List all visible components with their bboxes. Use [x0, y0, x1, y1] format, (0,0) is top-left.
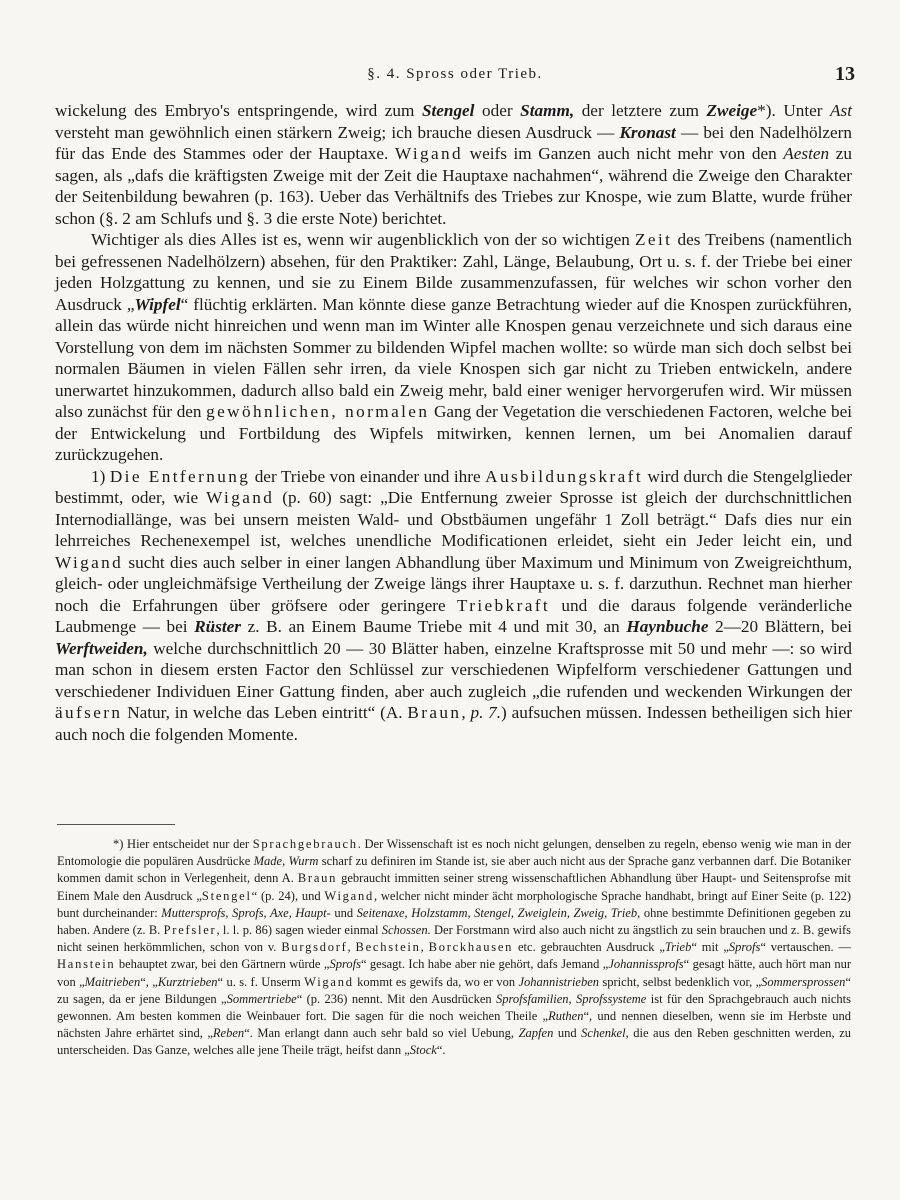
footnote-run: “ zu sagen, da er jene Bildungen „ [57, 974, 851, 1006]
footnote-run: Braun [297, 871, 338, 886]
text-run: ) aufsuchen müssen. Indessen betheiligen sich hier auch noch die folgenden Momente. [55, 703, 852, 744]
footnote-run: *) Hier entscheidet nur der [113, 837, 253, 851]
footnote-run: “, und nennen dieselben, wenn sie im Herbste und nächsten Jahre erhärtet sind, „ [57, 1009, 851, 1041]
footnote-run: scharf zu definiren im Stande ist, sie aber auch nicht aus der Sprache ganz verbannen darf. Die Botaniker kommen damit schon in Verlegenheit, denn A. [57, 854, 851, 886]
footnote-run: Seitenaxe, Holzstamm, Stengel, Zweiglein, Zweig, Trieb, [356, 905, 641, 920]
header-title: §. 4. Spross oder Trieb. [367, 66, 543, 82]
footnote-run: Kurztrieben [157, 974, 218, 989]
paragraph [55, 100, 852, 229]
text-run: wickelung des Embryo's entspringende, wird zum [55, 101, 422, 120]
footnote-run: Sprofs [728, 940, 761, 955]
text-run: Triebkraft [456, 595, 551, 615]
text-run: Natur, in welche das Leben eintritt“ (A. [122, 703, 408, 722]
footnote-run: Johannissprofs [608, 957, 684, 972]
text-run: p. 7. [470, 703, 502, 722]
text-run: sucht dies auch selber in einer langen Abhandlung über Maximum und Minimum von Zweigreichthum, gleich- oder ungleichmäfsige Vertheilung der Zweige längs ihrer Hauptaxe u. s. f. darzuthun. Rechnet man hierher noch die Erfahrungen über gröfsere oder geringere [55, 552, 852, 615]
footnote-run: , l. l. p. 86) sagen wieder einmal [216, 923, 382, 938]
text-run: — bei den Nadelhölzern für das Ende des Stammes oder der Hauptaxe. [55, 122, 853, 163]
main-text [55, 100, 852, 745]
footnote-run: etc. gebrauchten Ausdruck „ [513, 940, 665, 955]
footnote-run: kommt es gewifs da, wo er von [353, 974, 519, 989]
footnote-run: “, „ [140, 974, 158, 989]
text-run: Stamm, [520, 101, 575, 120]
footnote-run: behauptet zwar, bei den Gärtnern würde „ [115, 957, 330, 972]
footnote-run: , die aus den Reben geschnitten werden, zu unterscheiden. Das Ganze, welches alle jene Theile trägt, heifst dann „ [57, 1026, 851, 1058]
text-run: Ast [830, 101, 853, 120]
footnote-run: , welcher nicht minder ächt morphologische Sprache handhabt, bringt auf Einer Seite (p. 122) bunt durcheinander: [57, 888, 851, 920]
text-run: der letztere zum [574, 101, 707, 120]
text-run: , [461, 703, 471, 722]
text-run: Zweige [706, 101, 758, 120]
text-run: wird durch die Stengelglieder bestimmt, oder, wie [55, 466, 852, 507]
text-run: “ flüchtig erklärten. Man könnte diese ganze Betrachtung wieder auf die Knospen zurückführen, allein das würde nicht hinreichen und wenn man im Winter alle Knospen genau verzeichnete und sich daraus eine Vorstellung von dem im nächsten Sommer zu bildenden Wipfel machen wollte: so würde man sich doch selbst bei normalen Bäumen in vielen Fällen sehr irren, da viele Knospen sich gar nicht zu Trieben entwickeln, andere unerwartet hinzukommen, dadurch allso bald ein Zweig mehr, bald einer weniger hervorgerufen wird. Wir müssen also zunächst für den [55, 294, 852, 421]
footnote [57, 836, 851, 1060]
footnote-run: “. Man erlangt dann auch sehr bald so viel Uebung, [244, 1026, 519, 1041]
page-number: 13 [835, 63, 855, 85]
text-run: welche durchschnittlich 20 — 30 Blätter haben, einzelne Kraftsprosse mit 50 und mehr —: so wird man schon in diesem ersten Factor den Schlüssel zur verschiedenen Wipfelform verschiedener Gattungen und verschiedener Individuen Einer Gattung finden, aber auch zugleich „die rufenden und weckenden Wirkungen der [55, 638, 852, 701]
footnote-run: “ u. s. f. Unserm [217, 974, 305, 989]
footnote-run: “ (p. 236) nennt. Mit den Ausdrücken [296, 991, 497, 1006]
footnote-run: Hanstein [57, 957, 116, 972]
text-run: Zeit [635, 230, 673, 249]
footnote-run: Made, Wurm [253, 854, 319, 869]
text-run: Werftweiden, [55, 638, 148, 658]
footnote-run: Der Forstmann wird also auch nicht zu ängstlich zu sein brauchen und z. B. gewifs nicht seinen herkömmlichen, schon von v. [57, 923, 851, 955]
footnote-run: “ vertauschen. — [760, 940, 852, 955]
text-run: Ausbildungskraft [485, 466, 644, 486]
text-run: Wigand [394, 144, 464, 163]
footnote-run: Borckhausen [428, 940, 514, 955]
footnote-run: Sprofsfamilien, Sprofssysteme [496, 991, 647, 1006]
text-run: (p. 60) sagt: „Die Entfernung zweier Sprosse ist gleich der durchschnittlichen Internodiallänge, was bei unsern meisten Wald- und Obstbäumen ungefähr 1 Zoll beträgt.“ Dafs dies nur ein lehrreiches Rechenexempel ist, welches unendliche Modificationen erleidet, sieht ein Jeder leicht ein, und [55, 488, 852, 550]
text-run: Braun [407, 703, 462, 722]
text-run: 1) [91, 466, 110, 486]
footnote-run: spricht, selbst bedenklich vor, „ [599, 974, 762, 989]
text-run: versteht man gewöhnlich einen stärkern Zweig; ich brauche diesen Ausdruck — [55, 122, 620, 142]
footnote-run: Burgsdorf [281, 940, 348, 955]
footnote-run: Schenkel [581, 1026, 626, 1041]
footnote-text [57, 836, 851, 1060]
footnote-run: Bechstein [355, 940, 421, 955]
footnote-run: Sprachgebrauch [252, 837, 358, 851]
footnote-run: Zapfen [518, 1026, 554, 1041]
footnote-run: Sommersprossen [761, 974, 846, 989]
text-run: z. B. an Einem Baume Triebe mit 4 und mit 30, an [241, 617, 627, 636]
paragraph [55, 229, 852, 466]
text-run: Gang der Vegetation die verschiedenen Factoren, welche bei der Entwickelung und Fortbildung des Wipfels mitwirken, kennen lernen, um bei Anomalien darauf zurückzugehen. [55, 402, 852, 464]
footnote-run: Schossen. [381, 923, 431, 938]
footnote-run: ist für den Sprachgebrauch auch nichts gewonnen. Am besten kommen die Weinbauer fort. Die sagen für die noch weichen Theile „ [57, 991, 852, 1024]
footnote-run: und [330, 905, 357, 920]
footnote-run: Johannistrieben [518, 974, 600, 989]
footnote-run: und [553, 1026, 582, 1041]
footnote-run: . Der Wissenschaft ist es noch nicht gelungen, denselben zu regeln, ebenso wenig wie man in der Entomologie die populären Ausdrücke [57, 837, 851, 869]
footnote-run: “ gesagt. Ich habe aber nie gehört, dafs Jemand „ [360, 957, 609, 972]
footnote-run: “ gesagt hätte, auch hört man nur von „ [57, 957, 851, 989]
text-run: Stengel [421, 101, 475, 120]
footnote-run: gebraucht immitten seiner streng wissenschaftlichen Abhandlung über Haupt- und Seitensprofse mit Einem Male den Ausdruck „ [57, 871, 851, 903]
paragraph [55, 466, 852, 746]
footnote-run: Stengel [201, 888, 252, 903]
footnote-run: , [347, 940, 356, 955]
text-run: Die Entfernung [109, 466, 251, 486]
footnote-run: Maitrieben [84, 974, 141, 989]
footnote-run: Prefsler [163, 923, 217, 938]
footnote-run: Muttersprofs, Sprofs, Axe, Haupt- [161, 905, 331, 920]
footnote-run: “ (p. 24), und [251, 888, 325, 903]
footnote-run: “. [436, 1043, 446, 1058]
text-run: des Treibens (namentlich bei gefressenen Nadelhölzern) absehen, für den Praktiker: Zahl, Länge, Belaubung, Ort u. s. f. der Triebe bei einer jeden Holzgattung zu kennen, und sie zu Einem Bilde zusammenzufassen, für welches wir schon vorher den Ausdruck „ [55, 230, 852, 314]
text-run: weifs im Ganzen auch nicht mehr von den [463, 144, 784, 163]
footnote-run: Ruthen [548, 1009, 584, 1024]
footnote-run: Trieb [664, 940, 692, 955]
text-run: Haynbuche [626, 617, 709, 636]
text-run: *). Unter [757, 101, 831, 120]
text-run: Wichtiger als dies Alles ist es, wenn wir augenblicklich von der so wichtigen [91, 230, 636, 249]
text-run: Wigand [206, 488, 275, 507]
text-run: Rüster [194, 617, 241, 636]
footnote-run: “ mit „ [691, 940, 729, 955]
running-header [55, 63, 855, 92]
footnote-run: Reben [212, 1026, 245, 1041]
footnote-run: Sprofs [329, 957, 361, 972]
text-run: Wipfel [134, 294, 181, 314]
text-run: 2—20 Blättern, bei [708, 617, 852, 636]
text-run: der Triebe von einander und ihre [250, 466, 486, 486]
text-run: zu sagen, als „dafs die kräftigsten Zweige mit der Zeit die Hauptaxe nachahmen“, während die Zweige den Charakter der Seitenbildung bewahren (p. 163). Ueber das Verhältnifs des Triebes zur Knospe, wie zum Blatte, wurde früher schon (§. 2 am Schlufs und §. 3 die erste Note) berichtet. [55, 144, 852, 228]
footnote-run: ohne bestimmte Definitionen gegeben zu haben. Andere (z. B. [57, 905, 852, 938]
text-run: äufsern [55, 703, 123, 722]
text-run: und die daraus folgende veränderliche Laubmenge — bei [55, 595, 852, 636]
footnote-run: Wigand [304, 974, 354, 989]
footnote-run: Wigand [324, 888, 374, 903]
text-run: oder [474, 101, 521, 120]
text-run: Wigand [55, 552, 124, 572]
footnote-divider [57, 824, 175, 825]
text-run: Aesten [783, 144, 830, 163]
footnote-run: , [420, 940, 429, 955]
footnote-run: Stock [409, 1043, 437, 1058]
text-run: Kronast [619, 122, 676, 142]
text-run: gewöhnlichen, normalen [206, 402, 430, 421]
footnote-run: Sommertriebe [226, 991, 297, 1006]
